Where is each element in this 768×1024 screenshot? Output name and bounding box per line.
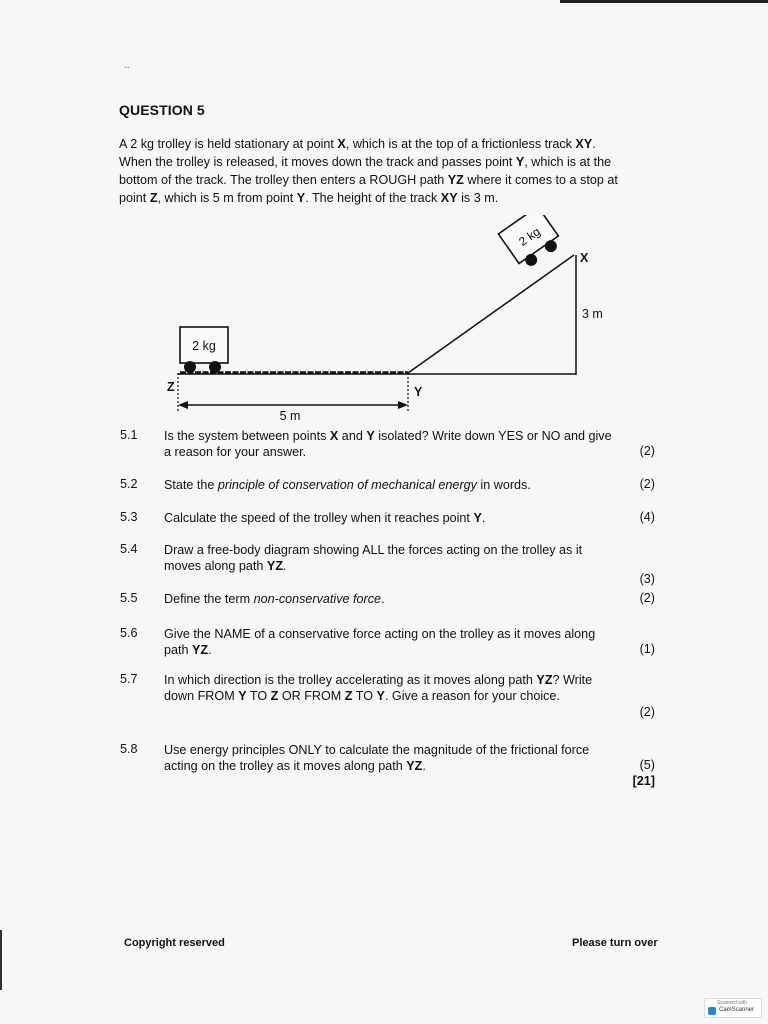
question-number: 5.8 <box>120 742 138 756</box>
trolley-bottom-wheel-right <box>209 361 221 373</box>
bold-text: Z <box>344 689 353 703</box>
question-marks: (1) <box>639 642 655 656</box>
trolley-bottom-mass-label: 2 kg <box>192 339 216 353</box>
text-run: is 3 m. <box>457 191 499 205</box>
scan-edge-shadow <box>560 0 768 3</box>
text-run: . <box>481 511 486 525</box>
text-run: Draw a free-body diagram showing ALL the forces acting on the trolley as it moves along path <box>164 543 583 573</box>
text-run: Use energy principles ONLY to calculate the magnitude of the frictional force acting on the trolley as it moves along path <box>164 743 590 773</box>
trolley-bottom-wheel-left <box>184 361 196 373</box>
question-text <box>164 672 619 704</box>
bold-text: Y <box>238 689 247 703</box>
bold-text: Y <box>296 191 306 205</box>
question-text <box>164 626 619 658</box>
text-run: , which is at the bottom of the track. The trolley then enters a ROUGH path <box>119 155 612 187</box>
text-run: Define the term <box>164 592 254 606</box>
question-number: 5.5 <box>120 591 138 605</box>
question-text <box>164 542 619 574</box>
bold-text: Y <box>366 429 375 443</box>
track-diagram <box>150 215 620 430</box>
bold-text: Y <box>376 689 385 703</box>
text-run: . Give a reason for your choice. <box>384 689 560 703</box>
question-marks: (5) <box>639 758 655 772</box>
text-run: . When the trolley is released, it moves down the track and passes point <box>119 137 596 169</box>
bold-text: X <box>337 137 346 151</box>
question-number: 5.6 <box>120 626 138 640</box>
bold-text: X <box>329 429 339 443</box>
distance-label: 5 m <box>279 409 301 423</box>
text-run: and <box>338 429 367 443</box>
text-run: TO <box>352 689 377 703</box>
text-run: State the <box>164 478 218 492</box>
text-run: Calculate the speed of the trolley when it reaches point <box>164 511 474 525</box>
bold-text: YZ <box>192 643 209 657</box>
camscanner-logo-icon <box>708 1007 716 1015</box>
bold-text: YZ <box>266 559 284 573</box>
badge-line-1: Scanned with <box>717 1000 748 1006</box>
bold-text: YZ <box>447 173 464 187</box>
incline-track <box>408 255 574 373</box>
question-text <box>164 510 619 526</box>
bold-text: Z <box>270 689 279 703</box>
bold-text: Z <box>149 191 158 205</box>
bold-text: Y <box>473 511 482 525</box>
text-run: ? Write down FROM <box>164 673 593 703</box>
question-title: QUESTION 5 <box>119 102 205 118</box>
text-run: OR FROM <box>278 689 345 703</box>
bold-text: YZ <box>536 673 553 687</box>
text-run: . <box>208 643 212 657</box>
intro-paragraph <box>119 135 619 207</box>
text-run: . <box>422 759 426 773</box>
text-run: isolated? Write down YES or NO and give a reason for your answer. <box>164 429 612 459</box>
text-run: In which direction is the trolley accelerating as it moves along path <box>164 673 537 687</box>
bold-text: Y <box>515 155 525 169</box>
trolley-top-mass-label: 2 kg <box>516 224 543 249</box>
point-x-label: X <box>580 251 589 265</box>
question-number: 5.3 <box>120 510 138 524</box>
question-marks: (2) <box>639 444 655 458</box>
question-total-marks: [21] <box>632 774 655 788</box>
point-y-label: Y <box>414 385 423 399</box>
scan-edge-mark <box>0 930 2 990</box>
bold-text: XY <box>575 137 593 151</box>
badge-line-2: CamScanner <box>719 1007 755 1013</box>
question-text <box>164 428 619 460</box>
question-number: 5.1 <box>120 428 138 442</box>
text-run: . <box>283 559 287 573</box>
text-run: , which is at the top of a frictionless track <box>345 137 576 151</box>
bold-text: YZ <box>406 759 423 773</box>
italic-text: principle of conservation of mechanical energy <box>217 478 477 492</box>
question-number: 5.7 <box>120 672 138 686</box>
question-text <box>164 591 619 607</box>
question-marks: (3) <box>639 572 655 586</box>
text-run: , which is 5 m from point <box>157 191 297 205</box>
question-intro <box>119 135 619 207</box>
text-run: A 2 kg trolley is held stationary at point <box>119 137 338 151</box>
footer-turn-over: Please turn over <box>572 937 658 949</box>
footer-copyright: Copyright reserved <box>124 937 225 949</box>
question-text <box>164 477 619 493</box>
stray-mark: .. <box>124 60 130 71</box>
question-marks: (2) <box>639 705 655 719</box>
text-run: Is the system between points <box>164 429 330 443</box>
camscanner-badge <box>704 998 762 1018</box>
text-run: TO <box>246 689 271 703</box>
height-label: 3 m <box>582 307 603 321</box>
question-text <box>164 742 619 774</box>
text-run: where it comes to a stop at point <box>119 173 618 205</box>
italic-text: non-conservative force <box>253 592 382 606</box>
question-marks: (4) <box>639 510 655 524</box>
question-marks: (2) <box>639 591 655 605</box>
text-run: . The height of the track <box>305 191 441 205</box>
text-run: Give the NAME of a conservative force acting on the trolley as it moves along path <box>164 627 596 657</box>
question-number: 5.2 <box>120 477 138 491</box>
point-z-label: Z <box>167 380 175 394</box>
bold-text: XY <box>440 191 458 205</box>
arrowhead-left <box>178 401 188 409</box>
question-number: 5.4 <box>120 542 138 556</box>
question-marks: (2) <box>639 477 655 491</box>
text-run: in words. <box>476 478 531 492</box>
arrowhead-right <box>398 401 408 409</box>
text-run: . <box>381 592 385 606</box>
trolley-top <box>498 215 564 272</box>
